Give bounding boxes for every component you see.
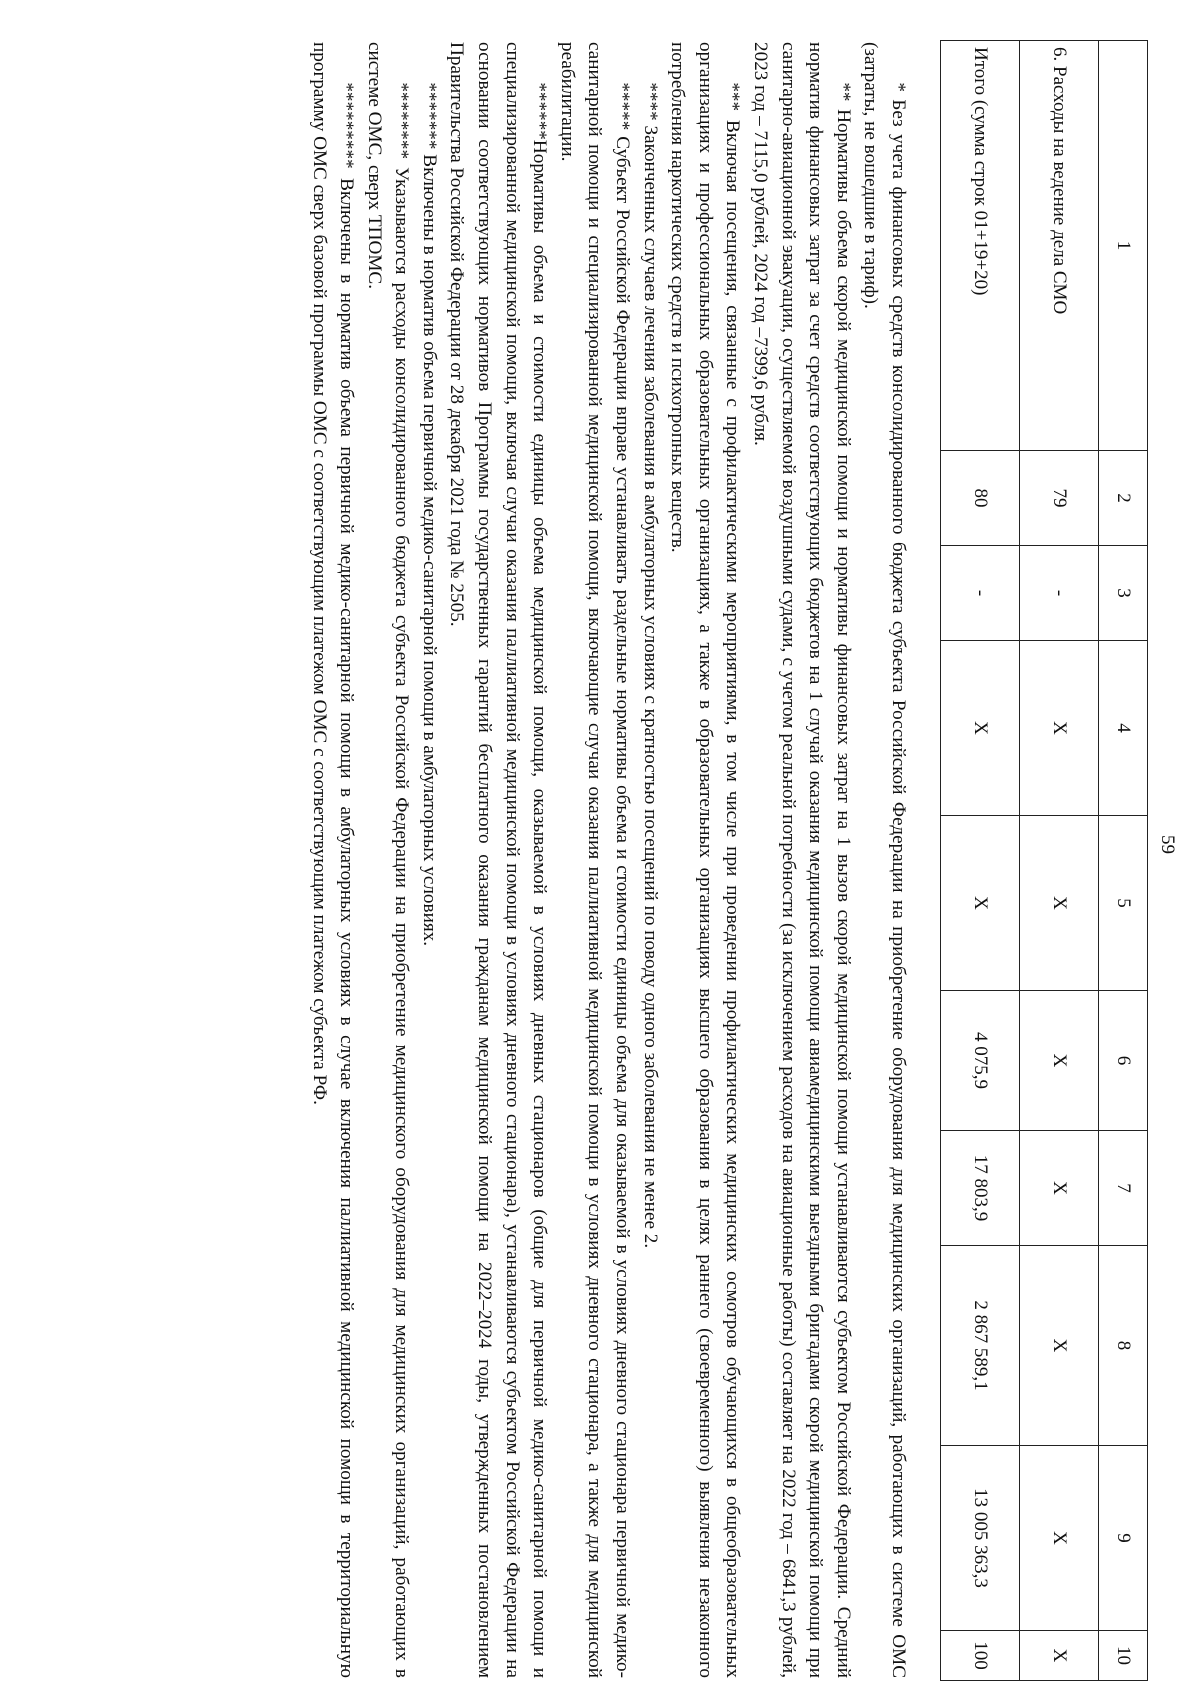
table-row [1020,41,1099,1681]
table-cell: Х [1020,641,1099,816]
table-cell: Х [941,816,1020,991]
table-header-cell: 3 [1099,546,1148,641]
table-row [941,41,1020,1681]
table-header-cell: 4 [1099,641,1148,816]
table-cell: Х [1020,1446,1099,1631]
table-header-cell: 8 [1099,1246,1148,1446]
table-header-cell: 5 [1099,816,1148,991]
table-cell: Х [1020,1631,1099,1681]
table-header-cell: 2 [1099,451,1148,546]
table-cell: Х [1020,816,1099,991]
footnote: ******Нормативы объема и стоимости единицы объема медицинской помощи, оказываемой в условиях дневных стационаров (общие для первичной медико-санитарной помощи и специализированной медицинской помощи, включая случаи оказания паллиативной медицинской помощи в условиях дневного стационара), устанавливаются субъектом Российской Федерации на основании соответствующих нормативов Программы государственных гарантий бесплатного оказания гражданам медицинской помощи на 2022–2024 годы, утвержденных постановлением Правительства Российской Федерации от 28 декабря 2021 года № 2505. [446,42,551,1678]
table-cell: Итого (сумма строк 01+19+20) [941,41,1020,451]
table-header-cell: 10 [1099,1631,1148,1681]
table-cell: 80 [941,451,1020,546]
table-cell: Х [1020,1246,1099,1446]
table-header-cell: 6 [1099,991,1148,1131]
table-header-cell: 9 [1099,1446,1148,1631]
footnote: ** Нормативы объема скорой медицинской помощи и нормативы финансовых затрат на 1 вызов скорой медицинской помощи устанавливаются субъектом Российской Федерации. Средний норматив финансовых затрат за счет средств соответствующих бюджетов на 1 случай оказания медицинской помощи авиамедицинскими выездными бригадами скорой медицинской помощи при санитарно-авиационной эвакуации, осуществляемой воздушными судами, с учетом реальной потребности (за исключением расходов на авиационные работы) составляет на 2022 год – 6841,3 рублей, 2023 год – 7115,0 рублей, 2024 год –7399,6 рубля. [750,42,854,1678]
table-cell: 100 [941,1631,1020,1681]
table-header-row [1099,41,1148,1681]
footnote: * Без учета финансовых средств консолидированного бюджета субъекта Российской Федерации на приобретение оборудования для медицинских организаций, работающих в системе ОМС (затраты, не вошедшие в тариф). [860,42,909,1678]
table-cell: Х [1020,991,1099,1131]
footnote: ******** Указываются расходы консолидированного бюджета субъекта Российской Федерации на приобретение медицинского оборудования для медицинских организаций, работающих в системе ОМС, сверх ТПОМС. [363,42,413,1678]
table-header-cell: 7 [1099,1131,1148,1246]
table-cell: 4 075,9 [941,991,1020,1131]
footnotes [305,42,912,1678]
table-cell: 2 867 589,1 [941,1246,1020,1446]
table-cell: 17 803,9 [941,1131,1020,1246]
footnote: *** Включая посещения, связанные с профилактическими мероприятиями, в том числе при проведении профилактических медицинских осмотров обучающихся в общеобразовательных организациях и профессиональных образовательных организациях, а также в образовательных организациях высшего образования в целях раннего (своевременного) выявления незаконного потребления наркотических средств и психотропных веществ. [667,42,744,1678]
table-cell: 79 [1020,451,1099,546]
footnote: ******* Включены в норматив объема первичной медико-санитарной помощи в амбулаторных условиях. [418,82,440,947]
table-cell: 6. Расходы на ведение дела СМО [1020,41,1099,451]
financial-table [940,40,1148,1681]
table-cell: Х [1020,1131,1099,1246]
table-cell: - [1020,546,1099,641]
footnote: ***** Субъект Российской Федерации вправе устанавливать раздельные нормативы объема и стоимости единицы объема для оказываемой в условиях дневного стационара первичной медико-санитарной помощи и специализированной медицинской помощи, включающие случаи оказания паллиативной медицинской помощи в условиях дневного стационара, а также для медицинской реабилитации. [556,42,634,1678]
footnote: ********* Включены в норматив объема первичной медико-санитарной помощи в амбулаторных условиях в случае включения паллиативной медицинской помощи в территориальную программу ОМС сверх базовой программы ОМС с соответствующим платежом ОМС с соответствующим платежом субъекта РФ. [308,42,358,1678]
footnote: **** Законченных случаев лечения заболевания в амбулаторных условиях с кратностью посещений по поводу одного заболевания не менее 2. [639,82,661,1249]
page-number: 59 [1157,835,1178,854]
table-cell: 13 005 363,3 [941,1446,1020,1631]
table-header-cell: 1 [1099,41,1148,451]
table-cell: Х [941,641,1020,816]
table-cell: - [941,546,1020,641]
